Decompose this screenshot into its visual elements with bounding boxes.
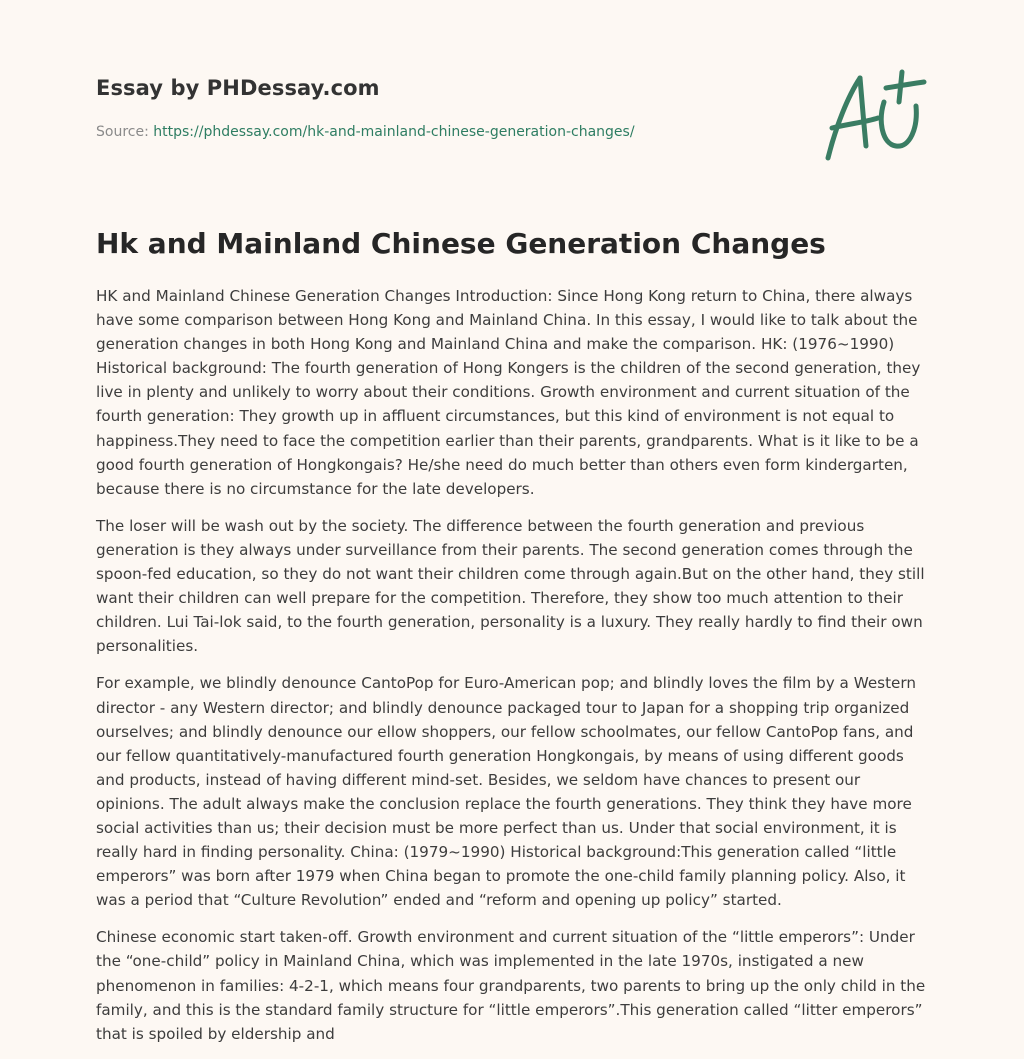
essay-title: Hk and Mainland Chinese Generation Changes — [96, 227, 826, 260]
source-link[interactable]: https://phdessay.com/hk-and-mainland-chinese-generation-changes/ — [153, 124, 635, 140]
a-plus-logo-icon — [818, 66, 930, 166]
source-line — [96, 124, 635, 140]
site-title: Essay by PHDessay.com — [96, 76, 380, 100]
source-label: Source: — [96, 124, 154, 140]
essay-paragraph: Chinese economic start taken-off. Growth environment and current situation of the “little emperors”: Under the “one-child” policy in Mainland China, which was implemented in the late 1970s, instigated a new phenomenon in families: 4-2-1, which means four grandparents, two parents to bring up the only child in the family, and this is the standard family structure for “little emperors”.This generation called “litter emperors” that is spoiled by eldership and — [96, 928, 926, 1043]
essay-paragraph: The loser will be wash out by the society. The difference between the fourth generation and previous generation is they always under surveillance from their parents. The second generation comes through the spoon-fed education, so they do not want their children come through again.But on the other hand, they still want their children can well prepare for the competition. Therefore, they show too much attention to their children. Lui Tai-lok said, to the fourth generation, personality is a luxury. They really hardly to find their own personalities. — [96, 516, 925, 656]
essay-body — [96, 284, 932, 1059]
essay-paragraph: For example, we blindly denounce CantoPop for Euro-American pop; and blindly loves the film by a Western director - any Western director; and blindly denounce packaged tour to Japan for a shopping trip organized ourselves; and blindly denounce our ellow shoppers, our fellow schoolmates, our fellow CantoPop fans, and our fellow quantitatively-manufactured fourth generation Hongkongais, by means of using different goods and products, instead of having different mind-set. Besides, we seldom have chances to present our opinions. The adult always make the conclusion replace the fourth generations. They think they have more social activities than us; their decision must be more perfect than us. Under that social environment, it is really hard in finding personality. China: (1979~1990) Historical background:This generation called “little emperors” was born after 1979 when China began to promote the one-child family planning policy. Also, it was a period that “Culture Revolution” ended and “reform and opening up policy” started. — [96, 674, 916, 910]
essay-paragraph: HK and Mainland Chinese Generation Changes Introduction: Since Hong Kong return to China, there always have some comparison between Hong Kong and Mainland China. In this essay, I would like to talk about the generation changes in both Hong Kong and Mainland China and make the comparison. HK: (1976~1990) Historical background: The fourth generation of Hong Kongers is the children of the second generation, they live in plenty and unlikely to worry about their conditions. Growth environment and current situation of the fourth generation: They growth up in affluent circumstances, but this kind of environment is not equal to happiness.They need to face the competition earlier than their parents, grandparents. What is it like to be a good fourth generation of Hongkongais? He/she need do much better than others even form kindergarten, because there is no circumstance for the late developers. — [96, 287, 921, 498]
